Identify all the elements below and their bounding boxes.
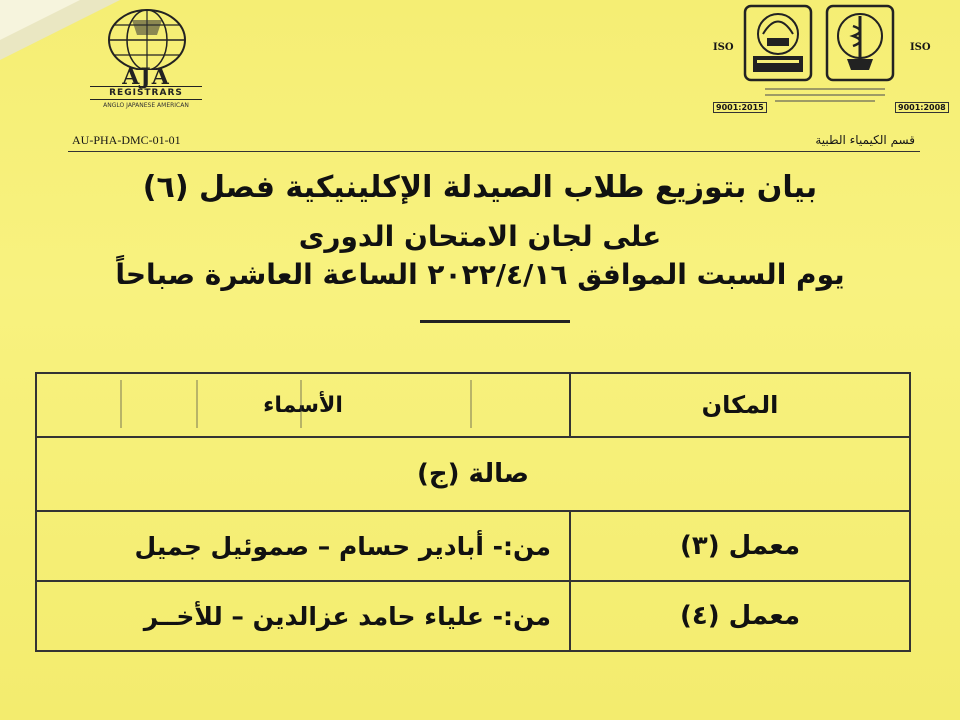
aja-logo-subtitle: REGISTRARS bbox=[90, 86, 202, 100]
seal-caption-line bbox=[765, 94, 885, 96]
pharmacy-faculty-seal-icon bbox=[825, 4, 895, 82]
table-row bbox=[36, 581, 910, 651]
table-row bbox=[36, 511, 910, 581]
header-divider bbox=[68, 151, 920, 152]
folded-corner-highlight bbox=[0, 0, 80, 40]
globe-icon bbox=[82, 0, 212, 70]
student-range: من:- علياء حامد عزالدين – للأخــر bbox=[36, 581, 570, 651]
exam-date-line: يوم السبت الموافق ٢٠٢٢/٤/١٦ الساعة العاشرة صباحاً bbox=[115, 258, 845, 291]
lab-place: معمل (٤) bbox=[570, 581, 910, 651]
seal-caption-line bbox=[775, 100, 875, 102]
document-code: AU-PHA-DMC-01-01 bbox=[72, 133, 181, 147]
table-header-row bbox=[36, 373, 910, 437]
scan-artifact bbox=[300, 380, 302, 428]
title-underline bbox=[420, 320, 570, 323]
document-subtitle: على لجان الامتحان الدورى bbox=[298, 220, 662, 253]
iso-standard-left: 9001:2015 bbox=[713, 102, 767, 113]
university-seal-icon bbox=[743, 4, 813, 82]
iso-label-left: ISO bbox=[713, 42, 734, 53]
department-name: قسم الكيمياء الطبية bbox=[815, 133, 915, 147]
distribution-table bbox=[35, 372, 911, 652]
student-range: من:- أبادير حسام – صموئيل جميل bbox=[36, 511, 570, 581]
header-place: المكان bbox=[570, 373, 910, 437]
scan-artifact bbox=[120, 380, 122, 428]
seal-caption-line bbox=[765, 88, 885, 90]
document-title: بيان بتوزيع طلاب الصيدلة الإكلينيكية فصل (٦) bbox=[142, 170, 818, 205]
aja-logo-tagline: ANGLO JAPANESE AMERICAN bbox=[103, 102, 189, 109]
scan-artifact bbox=[470, 380, 472, 428]
iso-standard-right: 9001:2008 bbox=[895, 102, 949, 113]
lab-place: معمل (٣) bbox=[570, 511, 910, 581]
aja-logo-name: AJA bbox=[122, 64, 170, 90]
scan-artifact bbox=[196, 380, 198, 428]
aja-registrars-logo bbox=[82, 0, 212, 115]
hall-label: صالة (ج) bbox=[36, 437, 910, 511]
hall-row bbox=[36, 437, 910, 511]
iso-label-right: ISO bbox=[910, 42, 931, 53]
header-names: الأسماء bbox=[36, 373, 570, 437]
accreditation-logos bbox=[705, 0, 945, 122]
